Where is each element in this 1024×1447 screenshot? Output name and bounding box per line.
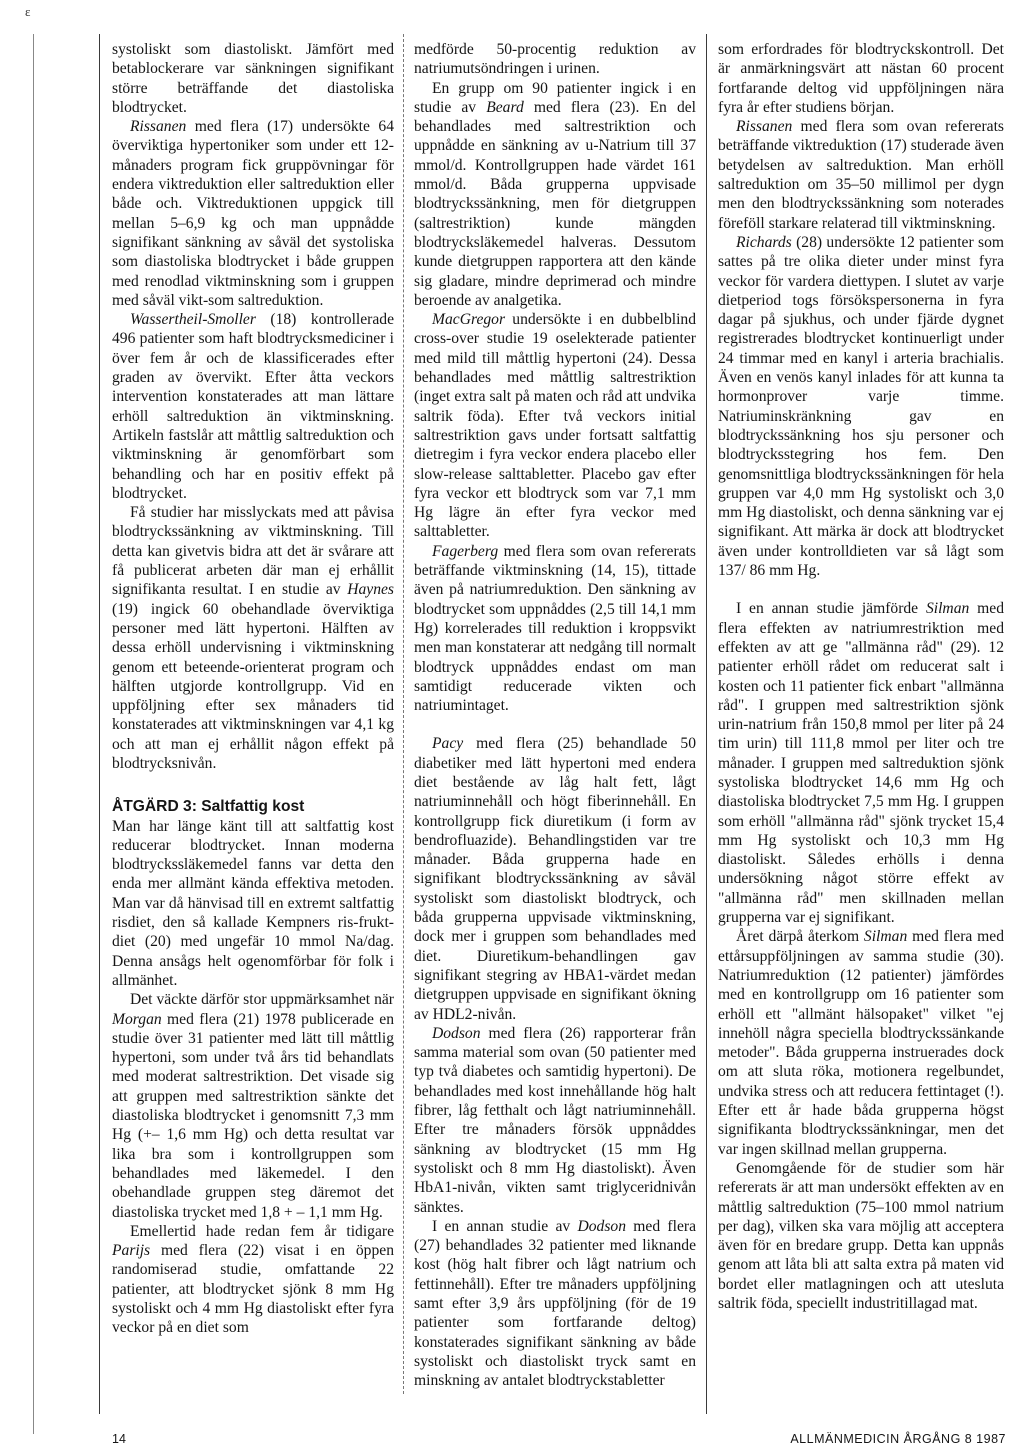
text-column-1	[112, 40, 394, 1338]
author-name: Rissanen	[736, 118, 793, 136]
paragraph	[718, 40, 1004, 117]
paragraph-text: (18) kontrollerade 496 patienter som haft blodtrycksmediciner i över fem år och de klassificerades efter graden av övervikt. Efter åtta veckors intervention konstaterades att man lättare erhöll saltreduktion än viktminskning. Artikeln fastslår att måttlig saltreduktion och viktminskning är genomförbart som behandling och har en positiv effekt på blodtrycket.	[112, 311, 394, 502]
page-edge-line	[33, 34, 34, 1434]
paragraph-text: med flera (25) behandlade 50 diabetiker med lätt hypertoni med endera diet bestående av låg halt fett, lågt natriuminnehåll och högt fiberinnehåll. En kontrollgrupp fick diuretikum (i form av bendrofluazide). Behandlingstiden var tre månader. Båda grupperna hade en signifikant blodtryckssänkning av såväl systoliskt som diastoliskt blodtryck, och båda grupperna uppvisade viktminskning, dock mer i gruppen som behandlades med diet. Diuretikum-behandlingen gav signifikant stegring av HBA1-värdet medan dietgruppen uppvisade en signifikant ökning av HDL2-nivån.	[414, 735, 696, 1023]
author-name: Silman	[925, 600, 970, 618]
paragraph	[718, 927, 1004, 1159]
paragraph-text: Genomgående för de studier som här refererats är att man undersökt effekten av en måttlig saltreduktion (75–100 mmol natrium per dag), vilken ska vara möjlig att acceptera även för en bredare grupp. Detta kan uppnås genom att låta bli att salta extra på maten vid bordet eller matlagningen och att utesluta saltrik föda, speciellt industritillagad mat.	[718, 1159, 1004, 1312]
column-rule-middle	[403, 34, 404, 1394]
paragraph-text: I en annan studie jämförde	[736, 600, 926, 618]
paragraph-text: systoliskt som diastoliskt. Jämfört med betablockerare var sänkningen signifikant större beträffande det diastoliska blodtrycket.	[112, 41, 394, 116]
paragraph	[112, 40, 394, 117]
paragraph-text: I en annan studie av	[432, 1217, 578, 1235]
paragraph-text: med flera (21) 1978 publicerade en studie över 31 patienter med lätt till måttlig hypertoni, som under två års tid behandlats med moderat saltrestriktion. Det visade sig att gruppen med saltrestriktion sänkte det diastoliska blodtrycket i genomsnitt 7,3 mm Hg (+– 1,6 mm Hg) och detta resultat var lika bra som i kontrollgruppen som behandlades med läkemedel. I den obehandlade gruppen steg däremot det diastoliska trycket med 1,8 + – 1,1 mm Hg.	[112, 1010, 394, 1221]
paragraph-text: med flera som ovan refererats beträffande viktreduktion (17) studerade även betydelsen av saltreduktion. Man erhöll saltreduktion om 35–50 millimol per dygn men den blodtryckssänkning som noterades föreföll starkare relaterad till viktminskning.	[718, 118, 1004, 232]
paragraph	[112, 117, 394, 310]
paragraph-text: med flera (17) undersökte 64 överviktiga hypertoniker som under ett 12-månaders program fick gruppövningar för endera viktreduktion eller saltreduktion eller både och. Viktreduktionen uppgick till mellan 5–6,9 kg och man uppnådde signifikant sänkning av såväl det systoliska som diastoliska blodtrycket i både gruppen med renodlad viktminskning som i gruppen med såväl vikt-som saltreduktion.	[112, 118, 394, 309]
author-name: MacGregor	[432, 311, 506, 329]
paragraph	[414, 1024, 696, 1217]
paragraph	[112, 503, 394, 773]
author-name: Parijs	[112, 1242, 151, 1260]
text-column-3	[718, 40, 1004, 1313]
author-name: Rissanen	[130, 118, 187, 136]
paragraph	[112, 817, 394, 991]
paragraph	[112, 990, 394, 1222]
paragraph	[718, 233, 1004, 580]
paragraph-text: medförde 50-procentig reduktion av natriumutsöndringen i urinen.	[414, 41, 696, 78]
column-rule-left	[99, 34, 100, 1414]
paragraph-text: med flera (26) rapporterar från samma material som ovan (50 patienter med typ två diabetes och samtidig hypertoni). De behandlades med kost innehållande hög halt fibrer, låg fetthalt och lågt natriuminnehåll. Efter tre månaders försök uppnåddes sänkning av blodtrycket (15 mm Hg systoliskt och 8 mm Hg diastoliskt). Även HbA1-nivån, vikten samt triglyceridnivån sänktes.	[414, 1024, 696, 1216]
author-name: Silman	[863, 928, 908, 946]
paragraph-text: En grupp om 90 patienter ingick i en studie av	[414, 79, 696, 116]
author-name: Morgan	[112, 1010, 162, 1028]
paragraph-text: (28) undersökte 12 patienter som sattes på tre olika dieter under minst fyra veckor för vardera diettypen. I slutet av varje dietperiod togs försökspersonerna in fyra dagar på sjukhus, och under fjärde dygnet registrerades blodtrycket kontinuerligt under 24 timmar med en kanyl i arteria brachialis. Även en venös kanyl inlades för att kunna ta hormonprover varje timme. Natriuminskränkning gav en blodtryckssänkning hos sju personer och blodtrycksstegring hos fem. Den genomsnittliga blodtryckssänkningen för hela gruppen var 4,0 mm Hg systoliskt och 3,0 mm Hg diastoliskt, och denna sänkning var ej signifikant. Att märka är dock att blodtrycket även under kontrolldieten var så lågt som 137/ 86 mm Hg.	[718, 233, 1004, 580]
paragraph-text: Få studier har misslyckats med att påvisa blodtryckssänkning av viktminskning. Till detta kan givetvis bidra att det är svårare att få publicerat arbeten där man ej erhållit signifikanta resultat. I en studie av	[112, 504, 394, 599]
author-name: Wassertheil-Smoller	[130, 311, 256, 329]
author-name: Haynes	[347, 581, 394, 599]
paragraph-text: Det väckte därför stor uppmärksamhet när	[130, 991, 394, 1009]
paragraph-text: Man har länge känt till att saltfattig kost reducerar blodtrycket. Innan moderna blodtryckssläkemedel fanns var detta den enda mer allmänt kända effektiva metoden. Man var då hänvisad till en extremt saltfattig risdiet, den så kallade Kempners ris-frukt-diet (20) med ungefär 10 mmol Na/dag. Denna ansågs helt ogenomförbar för folk i allmänhet.	[112, 817, 394, 989]
section-heading: ÅTGÄRD 3: Saltfattig kost	[112, 798, 305, 816]
paragraph	[414, 734, 696, 1023]
paragraph-text: med flera (27) behandlades 32 patienter med liknande kost (hög halt fibrer och lågt natrium och fettinnehåll). Efter tre månaders uppföljning samt efter 3,9 års uppföljning (för de 19 patienter som fortfarande deltog) konstaterades signifikant sänkning av både systoliskt och diastoliskt tryck samt en minskning av antalet blodtryckstabletter	[414, 1217, 696, 1390]
paragraph	[718, 599, 1004, 927]
paragraph-text: (19) ingick 60 obehandlade överviktiga personer med lätt hypertoni. Hälften av dessa erhöll undervisning i viktminskning genom ett beteende-orienterat program och hälften utgjorde kontrollgrupp. Vid en uppföljning efter sex månaders tid konstaterades att viktminskningen var 4,1 kg och att man ej erhållit någon effekt på blodtrycksnivån.	[112, 600, 394, 772]
author-name: Dodson	[432, 1024, 481, 1042]
paragraph-text: med flera (22) visat i en öppen randomiserad studie, omfattande 22 patienter, att blodtrycket sjönk 8 mm Hg systoliskt och 4 mm Hg diastoliskt efter fyra veckor på en diet som	[112, 1242, 394, 1337]
author-name: Pacy	[432, 735, 464, 753]
journal-footer: ALLMÄNMEDICIN ÅRGÅNG 8 1987	[790, 1432, 1006, 1446]
paragraph	[112, 1222, 394, 1338]
text-column-2	[414, 40, 696, 1390]
paragraph-text: med flera som ovan refererats beträffande viktminskning (14, 15), tittade även på natriumreduktion. Den sänkning av blodtrycket som uppnåddes (2,5 till 14,1 mm Hg) korrelerades till reduktion i kroppsvikt men man konstaterar att nedgång till normalt blodtryck uppnåddes endast om man samtidigt reducerade vikten och natriumintaget.	[414, 542, 696, 715]
paragraph-text: som erfordrades för blodtryckskontroll. Det är anmärkningsvärt att nästan 60 procent fortfarande deltog vid uppföljningen nära fyra år efter studiens början.	[718, 41, 1004, 116]
paragraph-text: med flera effekten av natriumrestriktion med effekten av att ge "allmänna råd" (29). 12 patienter erhöll rådet om reducerat salt i kosten och 11 patienter fick enbart "allmänna råd". I gruppen med saltrestriktion sjönk urin-natrium från 150,8 mmol per liter på 24 tim urin) till 111,8 mmol per liter och tre månader. I gruppen med saltreduktion sjönk systoliska blodtrycket 14,6 mm Hg och diastoliska blodtrycket 7,5 mm Hg. I gruppen som erhöll "allmänna råd" sjönk trycket 15,4 mm Hg systoliskt och 10,3 mm Hg diastoliskt. Således erhölls i denna undersökning något större effekt av "allmänna råd" men skillnaden mellan grupperna var ej signifikant.	[718, 600, 1005, 927]
author-name: Fagerberg	[432, 542, 499, 560]
author-name: Richards	[736, 233, 792, 251]
paragraph-text: med flera med ettårsuppföljningen av samma studie (30). Natriumreduktion (12 patienter) jämfördes med en kontrollgrupp om 16 patienter som erhöll ett "allmänt hälsopaket" vilket "ej innehöll några speciella blodtryckssänkande metoder". Båda grupperna instruerades dock om att sluta röka, motionera regelbundet, undvika stress och att reducera fettintaget (!). Efter ett år hade båda grupperna högst signifikanta blodtryckssänkningar, men det var ingen skillnad mellan grupperna.	[718, 928, 1004, 1158]
paragraph	[414, 1217, 696, 1391]
column-rule-right	[706, 34, 707, 1414]
page-number: 14	[112, 1432, 126, 1446]
corner-mark: ε	[25, 4, 31, 19]
paragraph	[718, 117, 1004, 233]
author-name: Dodson	[577, 1217, 627, 1235]
paragraph	[414, 79, 696, 311]
paragraph-text: undersökte i en dubbelblind cross-over studie 19 oselekterade patienter med mild till måttlig hypertoni (24). Dessa behandlades med måttlig saltrestriktion (inget extra salt på maten och råd att undvika saltrik föda). Efter två veckors initial saltrestriktion gavs under fortsatt saltfattig dietregim i fyra veckor endera placebo eller slow-release salttabletter. Placebo gav efter fyra veckor ett blodtryck som var 7,1 mm Hg lägre än efter fyra veckor med salttabletter.	[414, 311, 696, 541]
author-name: Beard	[486, 98, 524, 116]
paragraph-text: med flera (23). En del behandlades med saltrestriktion och uppnådde en sänkning av u-Natrium till 37 mmol/d. Kontrollgruppen hade värdet 161 mmol/d. Båda grupperna uppvisade blodtryckssänkning, men för dietgruppen (saltrestriktion) kunde mängden blodtrycksläkemedel halveras. Dessutom kunde dietgruppen rapportera att den kände sig gladare, mindre deprimerad och mindre beroende av analgetika.	[414, 98, 697, 309]
paragraph	[414, 542, 696, 716]
paragraph	[718, 1159, 1004, 1313]
paragraph	[414, 40, 696, 79]
paragraph	[112, 310, 394, 503]
paragraph-text: Året därpå återkom	[736, 928, 864, 946]
paragraph-text: Emellertid hade redan fem år tidigare	[130, 1222, 394, 1240]
paragraph	[414, 310, 696, 542]
